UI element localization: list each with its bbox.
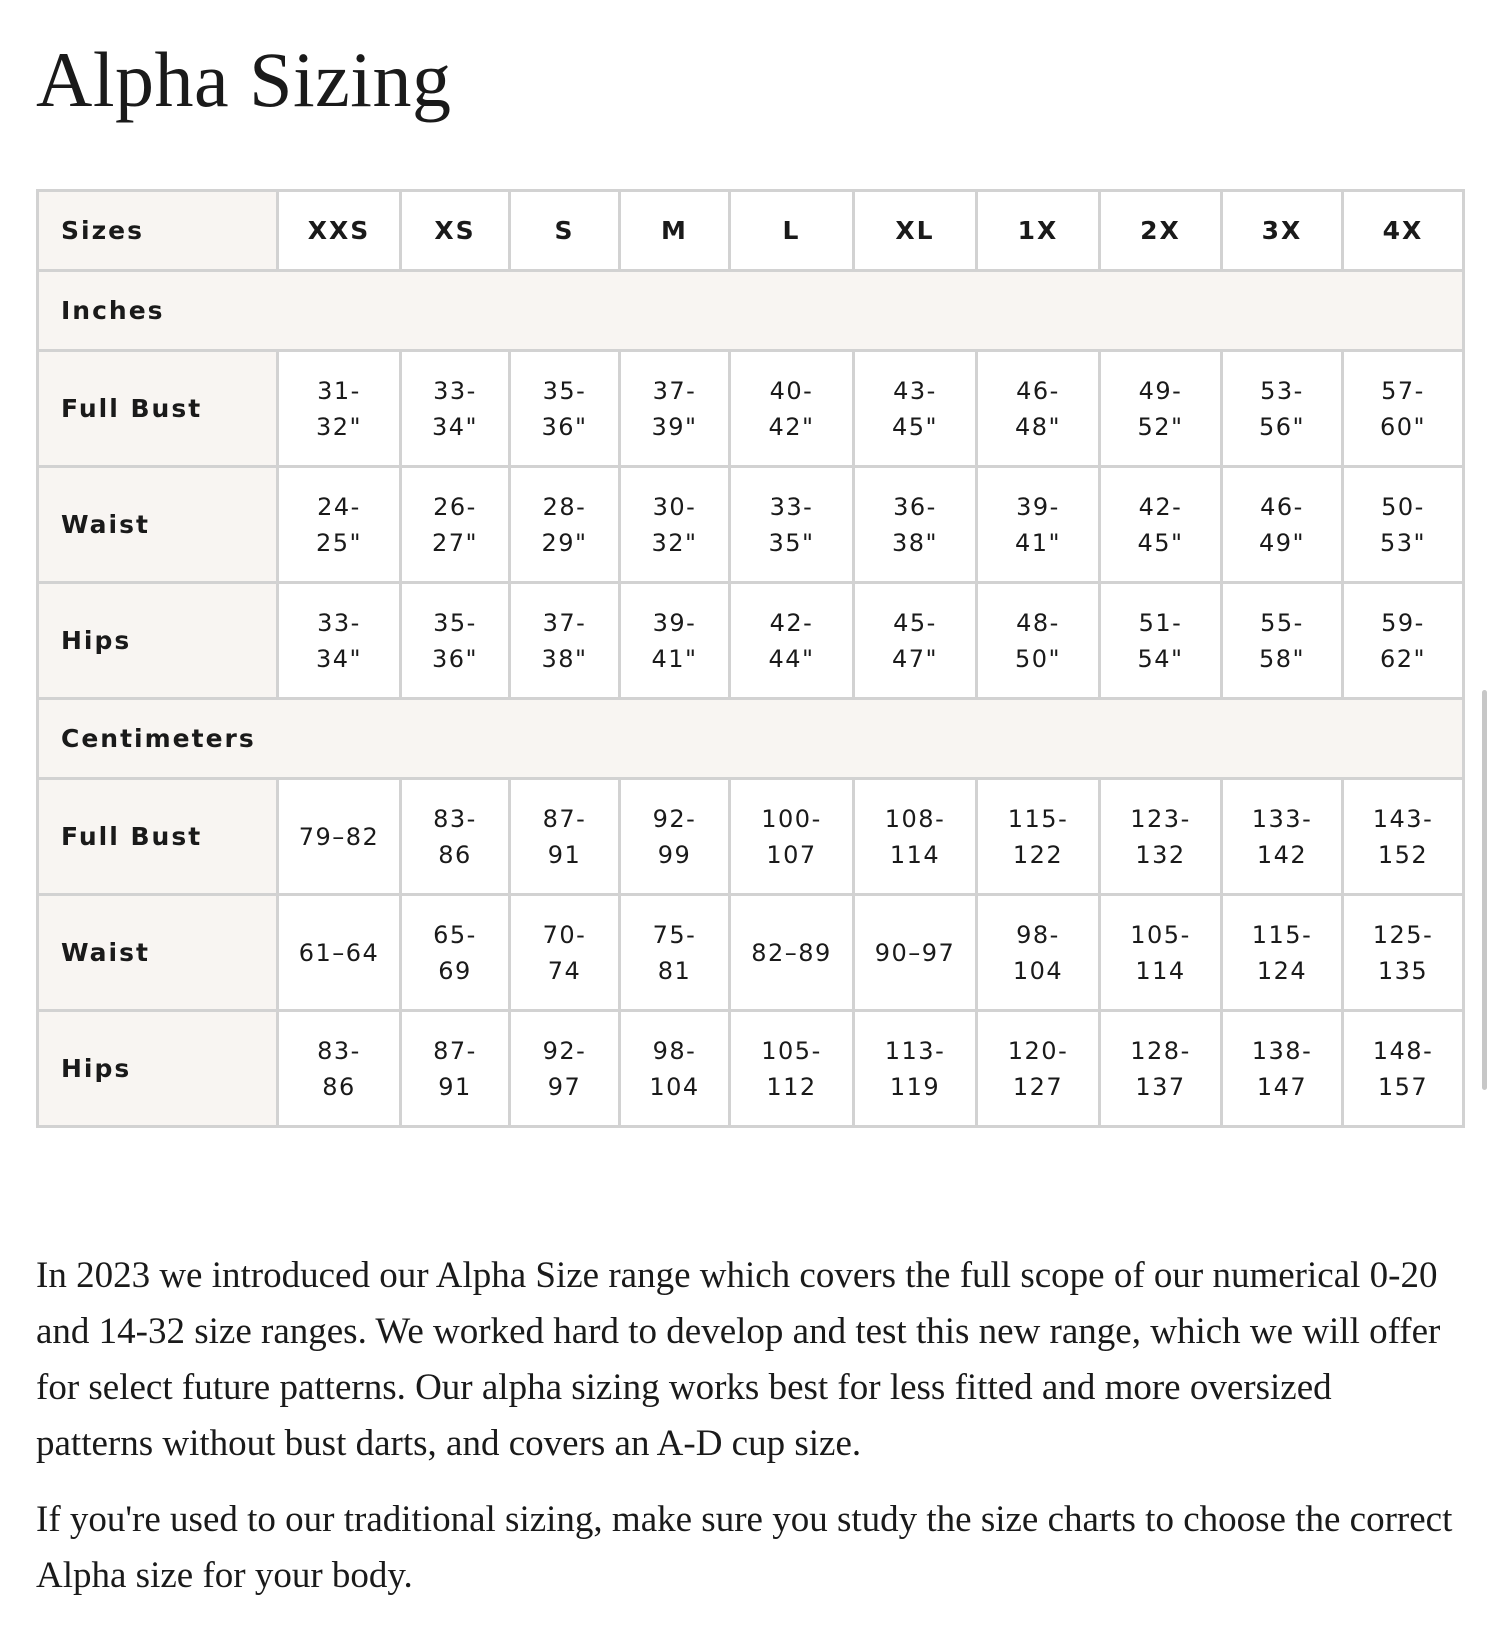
table-cell: 148- 157	[1343, 1011, 1464, 1127]
table-cell: 138- 147	[1222, 1011, 1343, 1127]
table-cell: 46- 49"	[1222, 467, 1343, 583]
table-cell: 24- 25"	[278, 467, 401, 583]
table-cell: 33- 34"	[278, 583, 401, 699]
description-paragraph: In 2023 we introduced our Alpha Size range which covers the full scope of our numerical 0-20 and 14-32 size ranges. We worked hard to develop and test this new range, which we will offer for select future patterns. Our alpha sizing works best for less fitted and more oversized patterns without bust darts, and covers an A-D cup size.	[36, 1255, 1441, 1464]
table-cell: 49- 52"	[1100, 351, 1222, 467]
table-row	[38, 779, 1464, 895]
table-cell: 36- 38"	[854, 467, 977, 583]
table-cell: 98- 104	[977, 895, 1100, 1011]
table-cell: 39- 41"	[977, 467, 1100, 583]
table-cell: 125- 135	[1343, 895, 1464, 1011]
description-paragraph: If you're used to our traditional sizing, make sure you study the size charts to choose the correct Alpha size for your body.	[36, 1499, 1453, 1596]
size-column-header: 3X	[1222, 191, 1343, 271]
table-cell: 37- 38"	[510, 583, 620, 699]
table-row	[38, 351, 1464, 467]
size-chart-table	[36, 189, 1465, 1128]
size-column-header: M	[620, 191, 730, 271]
section-label-inches: Inches	[38, 271, 1464, 351]
table-cell: 61–64	[278, 895, 401, 1011]
table-cell: 35- 36"	[510, 351, 620, 467]
row-label: Waist	[38, 895, 278, 1011]
table-cell: 128- 137	[1100, 1011, 1222, 1127]
table-cell: 98- 104	[620, 1011, 730, 1127]
page-title: Alpha Sizing	[36, 36, 452, 123]
size-column-header: 4X	[1343, 191, 1464, 271]
table-cell: 120- 127	[977, 1011, 1100, 1127]
row-label: Hips	[38, 583, 278, 699]
section-row-inches	[38, 271, 1464, 351]
table-cell: 59- 62"	[1343, 583, 1464, 699]
table-cell: 87- 91	[510, 779, 620, 895]
table-cell: 79–82	[278, 779, 401, 895]
table-cell: 123- 132	[1100, 779, 1222, 895]
table-cell: 37- 39"	[620, 351, 730, 467]
size-column-header: XL	[854, 191, 977, 271]
table-cell: 40- 42"	[730, 351, 854, 467]
table-cell: 113- 119	[854, 1011, 977, 1127]
table-cell: 90–97	[854, 895, 977, 1011]
table-cell: 70- 74	[510, 895, 620, 1011]
table-cell: 87- 91	[401, 1011, 510, 1127]
table-row	[38, 467, 1464, 583]
table-row	[38, 1011, 1464, 1127]
table-cell: 115- 124	[1222, 895, 1343, 1011]
section-label-centimeters: Centimeters	[38, 699, 1464, 779]
table-cell: 42- 44"	[730, 583, 854, 699]
row-label: Full Bust	[38, 351, 278, 467]
table-cell: 65- 69	[401, 895, 510, 1011]
size-header-row	[38, 191, 1464, 271]
table-cell: 31- 32"	[278, 351, 401, 467]
size-column-header: L	[730, 191, 854, 271]
table-cell: 105- 112	[730, 1011, 854, 1127]
section-row-centimeters	[38, 699, 1464, 779]
table-cell: 83- 86	[401, 779, 510, 895]
table-cell: 92- 99	[620, 779, 730, 895]
table-cell: 133- 142	[1222, 779, 1343, 895]
table-cell: 92- 97	[510, 1011, 620, 1127]
table-cell: 82–89	[730, 895, 854, 1011]
row-label: Hips	[38, 1011, 278, 1127]
size-column-header: S	[510, 191, 620, 271]
table-cell: 100- 107	[730, 779, 854, 895]
table-cell: 33- 35"	[730, 467, 854, 583]
table-cell: 57- 60"	[1343, 351, 1464, 467]
table-cell: 83- 86	[278, 1011, 401, 1127]
table-cell: 45- 47"	[854, 583, 977, 699]
table-row	[38, 895, 1464, 1011]
table-cell: 35- 36"	[401, 583, 510, 699]
table-cell: 30- 32"	[620, 467, 730, 583]
table-cell: 105- 114	[1100, 895, 1222, 1011]
table-cell: 75- 81	[620, 895, 730, 1011]
table-cell: 55- 58"	[1222, 583, 1343, 699]
table-cell: 51- 54"	[1100, 583, 1222, 699]
table-cell: 53- 56"	[1222, 351, 1343, 467]
table-cell: 28- 29"	[510, 467, 620, 583]
row-label: Full Bust	[38, 779, 278, 895]
table-cell: 48- 50"	[977, 583, 1100, 699]
table-cell: 50- 53"	[1343, 467, 1464, 583]
table-cell: 115- 122	[977, 779, 1100, 895]
size-column-header: 1X	[977, 191, 1100, 271]
table-cell: 46- 48"	[977, 351, 1100, 467]
table-cell: 26- 27"	[401, 467, 510, 583]
table-cell: 108- 114	[854, 779, 977, 895]
table-cell: 43- 45"	[854, 351, 977, 467]
table-row	[38, 583, 1464, 699]
table-cell: 33- 34"	[401, 351, 510, 467]
vertical-scrollbar[interactable]	[1482, 690, 1487, 1090]
size-column-header: XXS	[278, 191, 401, 271]
sizes-header-label: Sizes	[38, 191, 278, 271]
size-column-header: 2X	[1100, 191, 1222, 271]
table-cell: 39- 41"	[620, 583, 730, 699]
size-column-header: XS	[401, 191, 510, 271]
table-cell: 42- 45"	[1100, 467, 1222, 583]
table-cell: 143- 152	[1343, 779, 1464, 895]
row-label: Waist	[38, 467, 278, 583]
